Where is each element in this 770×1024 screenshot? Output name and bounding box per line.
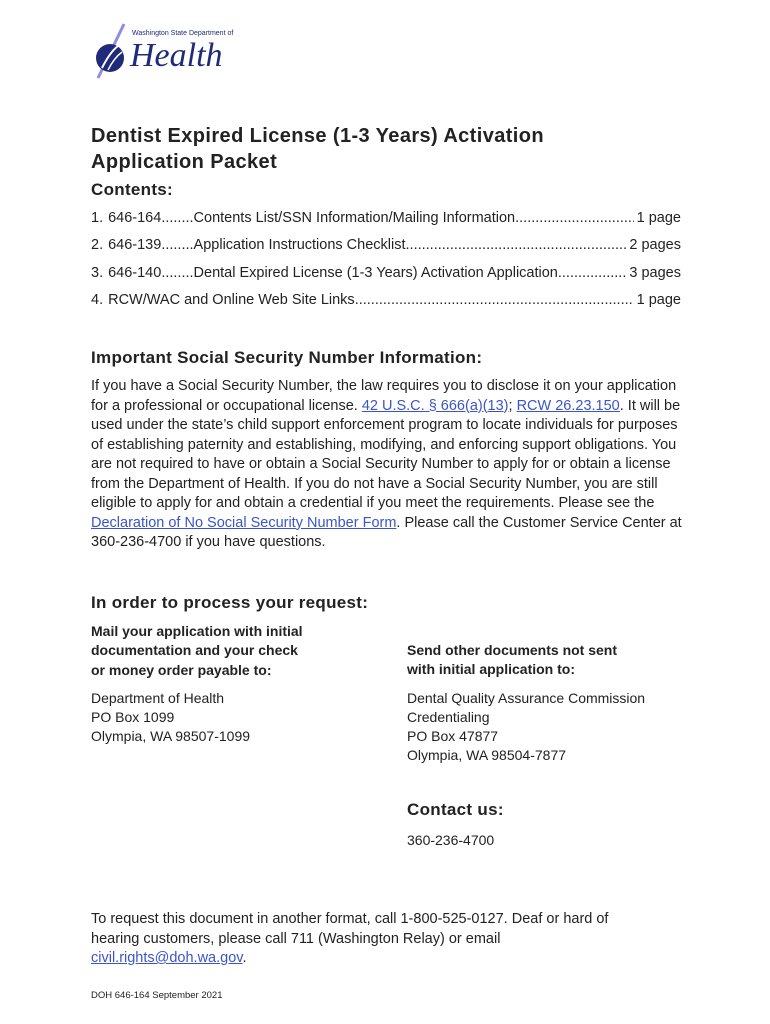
ssn-heading: Important Social Security Number Information: xyxy=(91,348,483,367)
ssn-text-3: . Please call the Customer Service Center at 360-236-4700 if you have questions. xyxy=(91,514,682,550)
contents-item xyxy=(91,292,681,319)
item-number: 1. xyxy=(91,210,104,226)
item-description: Application Instructions Checklist xyxy=(193,237,406,254)
logo-department: Washington State Department of xyxy=(132,30,234,37)
other-docs-instructions: Send other documents not sent with initial application to: xyxy=(407,642,618,678)
accessibility-note xyxy=(91,910,651,969)
declaration-form-link[interactable]: Declaration of No Social Security Number Form xyxy=(91,514,397,531)
logo-emblem-icon xyxy=(92,22,132,82)
item-dots: ........ xyxy=(161,210,194,226)
ssn-paragraph xyxy=(91,377,691,553)
dot-leader xyxy=(355,292,634,308)
usc-link[interactable]: 42 U.S.C. § 666(a)(13) xyxy=(361,397,509,414)
item-number: 2. xyxy=(91,237,104,254)
item-dots: ........ xyxy=(161,264,194,281)
item-number: 3. xyxy=(91,264,104,281)
item-pages: 2 pages xyxy=(629,237,681,254)
email-link[interactable]: civil.rights@doh.wa.gov xyxy=(91,950,243,966)
item-description: Dental Expired License (1-3 Years) Activation Application xyxy=(193,264,558,281)
accessibility-text: To request this document in another format, call 1-800-525-0127. Deaf or hard of hearing customers, please call 711 (Washington Relay) or email xyxy=(91,911,609,947)
dot-leader xyxy=(515,210,634,226)
doh-logo xyxy=(92,22,234,82)
item-pages: 3 pages xyxy=(629,264,681,281)
mail-column xyxy=(91,622,303,747)
item-code: 646-140 xyxy=(108,264,162,281)
contents-item xyxy=(91,265,681,292)
form-id: DOH 646-164 September 2021 xyxy=(91,990,223,1001)
title-line-2: Application Packet xyxy=(91,151,278,173)
item-number: 4. xyxy=(91,291,104,308)
item-code: 646-164 xyxy=(108,210,162,226)
item-dots: ........ xyxy=(161,237,194,254)
process-heading: In order to process your request: xyxy=(91,593,369,612)
dot-leader xyxy=(406,237,627,253)
contents-heading: Contents: xyxy=(91,180,174,199)
contact-phone: 360-236-4700 xyxy=(407,832,495,848)
ssn-text-1: If you have a Social Security Number, the law requires you to disclose it on your application for a professional or occupational license. xyxy=(91,378,677,414)
contents-list xyxy=(91,210,681,319)
contact-heading: Contact us: xyxy=(407,800,504,819)
item-description: RCW/WAC and Online Web Site Links xyxy=(108,291,355,308)
ssn-text-2: . It will be used under the state’s child support enforcement program to locate individuals for purposes of establishing paternity and establishing, modifying, and enforcing support obligations. You are not required to have or obtain a Social Security Number to apply for or obtain a license from the Department of Health. If you do not have a Social Security Number, you are still eligible to apply for and obtain a credential if you meet the requirements. Please see the xyxy=(91,397,681,511)
item-pages: 1 page xyxy=(636,291,681,308)
mail-address: Department of Health PO Box 1099 Olympia, WA 98507-1099 xyxy=(91,689,251,745)
mail-instructions: Mail your application with initial documentation and your check or money order payable to: xyxy=(91,623,303,678)
other-docs-column xyxy=(407,641,645,766)
item-code: 646-139 xyxy=(108,237,162,254)
logo-health: Health xyxy=(130,37,223,74)
title-line-1: Dentist Expired License (1-3 Years) Activation xyxy=(91,125,544,147)
page-title xyxy=(91,123,544,175)
item-pages: 1 page xyxy=(636,210,681,226)
contents-item xyxy=(91,210,681,237)
dot-leader xyxy=(558,265,627,281)
other-docs-address: Dental Quality Assurance Commission Credentialing PO Box 47877 Olympia, WA 98504-7877 xyxy=(407,689,646,764)
accessibility-end: . xyxy=(242,950,247,966)
contents-item xyxy=(91,237,681,264)
item-description: Contents List/SSN Information/Mailing Information xyxy=(193,210,516,226)
ssn-sep: ; xyxy=(508,397,517,414)
rcw-link[interactable]: RCW 26.23.150 xyxy=(516,397,620,414)
